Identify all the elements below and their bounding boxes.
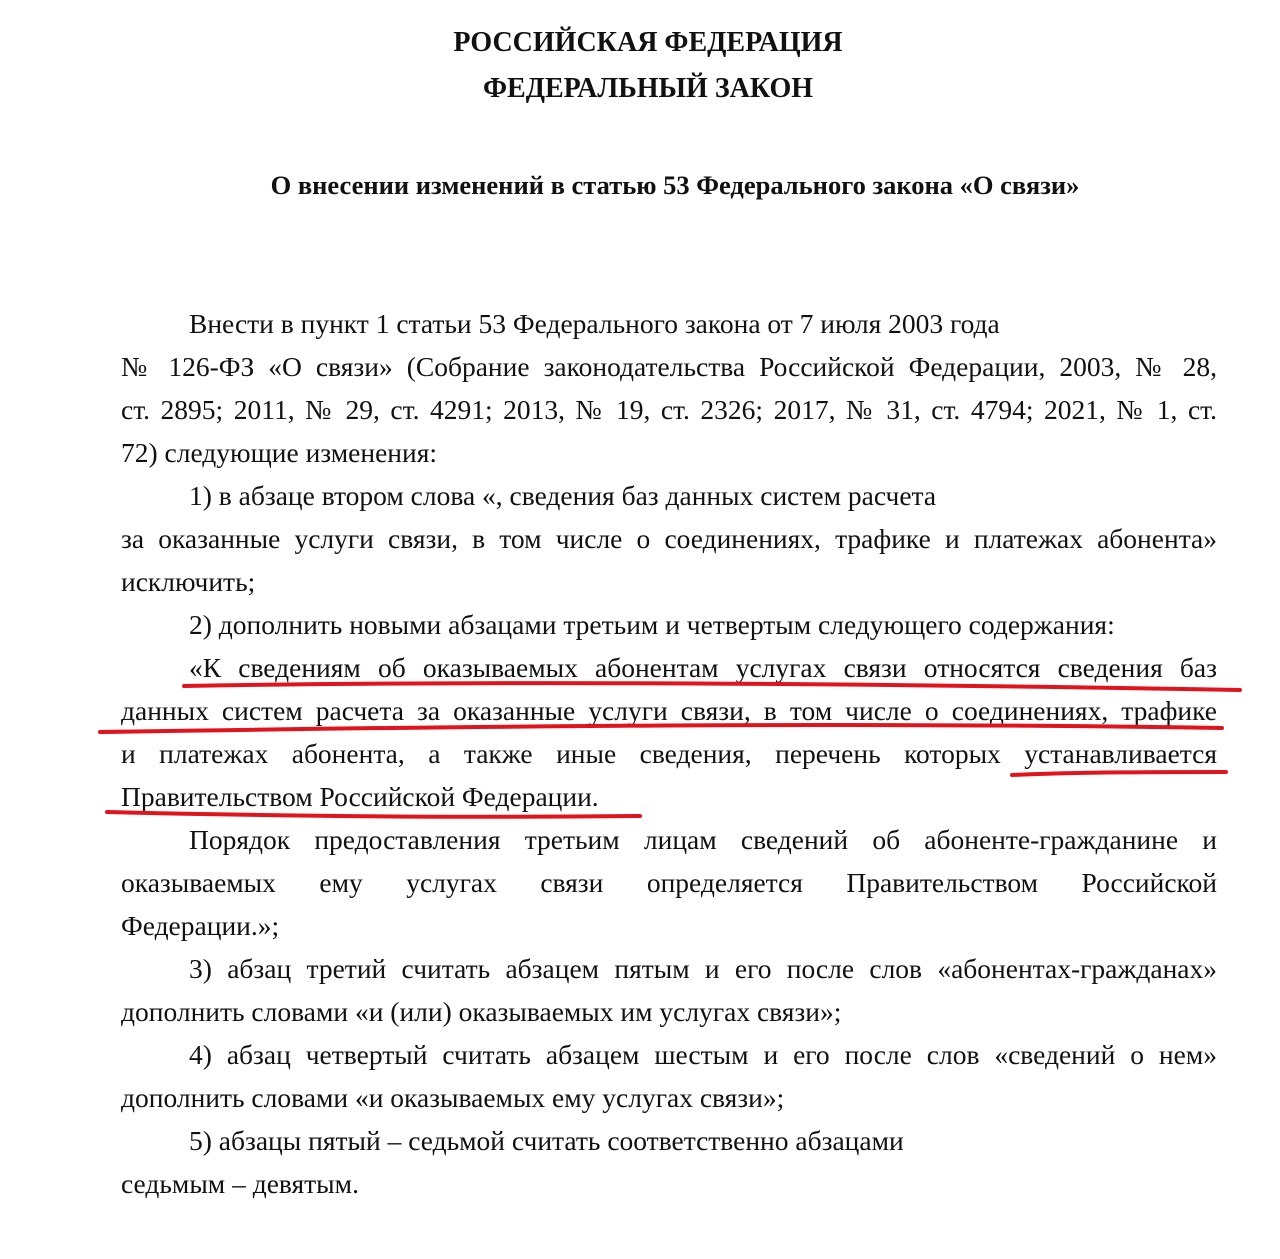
text-line: за оказанные услуги связи, в том числе о соединениях, трафике и платежах абонента» — [121, 523, 1217, 554]
text-line: дополнить словами «и оказываемых ему услугах связи»; — [121, 1082, 785, 1113]
text-line: 3) абзац третий считать абзацем пятым и его после слов «абонентах-гражданах» — [189, 953, 1217, 984]
text-line: 5) абзацы пятый – седьмой считать соответственно абзацами — [189, 1125, 904, 1156]
text-line: 1) в абзаце втором слова «, сведения баз данных систем расчета — [189, 480, 937, 511]
text-line: Порядок предоставления третьим лицам сведений об абоненте-гражданине и — [189, 824, 1217, 855]
red-underline — [1012, 772, 1226, 775]
text-line: 72) следующие изменения: — [121, 437, 438, 468]
text-line: седьмым – девятым. — [121, 1168, 359, 1199]
text-line: Внести в пункт 1 статьи 53 Федерального закона от 7 июля 2003 года — [189, 308, 1000, 339]
text-line: исключить; — [121, 566, 256, 597]
text-line: данных систем расчета за оказанные услуги связи, в том числе о соединениях, трафике — [121, 695, 1217, 726]
document-header-type: ФЕДЕРАЛЬНЫЙ ЗАКОН — [483, 73, 813, 104]
document-header-country: РОССИЙСКАЯ ФЕДЕРАЦИЯ — [453, 27, 843, 58]
text-line: № 126-ФЗ «О связи» (Собрание законодательства Российской Федерации, 2003, № 28, — [121, 351, 1217, 382]
text-line: оказываемых ему услугах связи определяется Правительством Российской — [121, 867, 1217, 898]
text-line: Правительством Российской Федерации. — [121, 781, 599, 812]
text-line: Федерации.»; — [121, 910, 280, 941]
text-line: ст. 2895; 2011, № 29, ст. 4291; 2013, № 19, ст. 2326; 2017, № 31, ст. 4794; 2021, № 1, ст. — [121, 394, 1217, 425]
text-line: 4) абзац четвертый считать абзацем шестым и его после слов «сведений о нем» — [189, 1039, 1217, 1070]
text-line: 2) дополнить новыми абзацами третьим и четвертым следующего содержания: — [189, 609, 1115, 640]
text-line: и платежах абонента, а также иные сведения, перечень которых устанавливается — [121, 738, 1217, 769]
law-title: О внесении изменений в статью 53 Федерального закона «О связи» — [270, 170, 1080, 200]
text-line: «К сведениям об оказываемых абонентам услугах связи относятся сведения баз — [189, 652, 1217, 683]
text-line: дополнить словами «и (или) оказываемых им услугах связи»; — [121, 996, 842, 1027]
